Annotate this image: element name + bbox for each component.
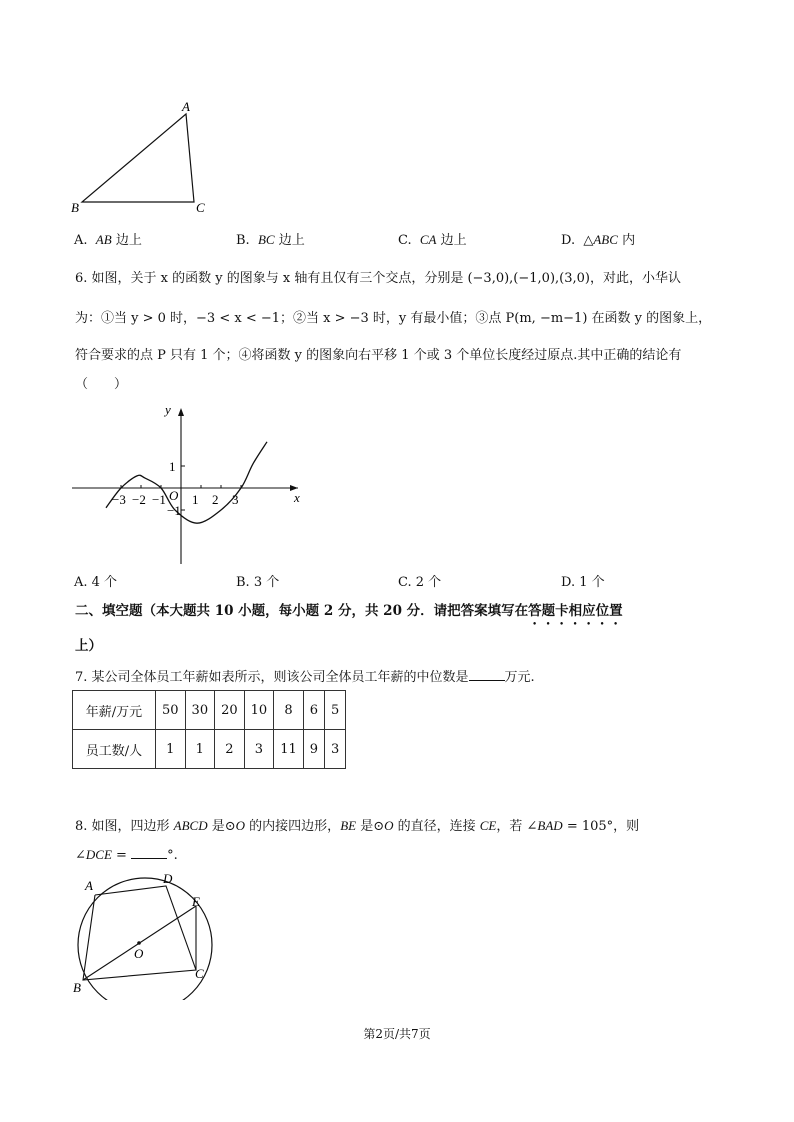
table-cell: 3: [325, 730, 346, 769]
label-o: O: [134, 946, 144, 961]
label-c: C: [195, 966, 204, 981]
q5-option-b: B. BC 边上: [236, 232, 305, 248]
table-cell: 11: [274, 730, 304, 769]
q6-line-3: 符合要求的点 P 只有 1 个；④将函数 y 的图象向右平移 1 个或 3 个单位长度经过原点.其中正确的结论有: [75, 348, 682, 363]
q5-option-d: D. △ABC 内: [561, 232, 636, 248]
table-header-salary: 年薪/万元: [73, 691, 156, 730]
label-a: A: [85, 878, 93, 893]
q6-line-4: （ ）: [75, 377, 128, 392]
label-d: D: [163, 871, 173, 886]
table-cell: 9: [303, 730, 324, 769]
x-tick-label: 3: [232, 492, 239, 507]
function-graph: [66, 398, 316, 568]
circle-figure: [66, 868, 226, 1000]
origin-label: O: [169, 488, 179, 503]
table-cell: 10: [244, 691, 274, 730]
x-tick-label: −1: [152, 492, 166, 507]
table-cell: 6: [303, 691, 324, 730]
table-cell: 1: [156, 730, 186, 769]
table-cell: 3: [244, 730, 274, 769]
q8-answer-blank: [131, 846, 167, 859]
segment-de: [166, 886, 186, 928]
table-cell: 8: [274, 691, 304, 730]
quadrilateral-abcd: [83, 886, 196, 980]
section-2-title-line-2: 上）: [75, 638, 102, 654]
section-2-dotted-text: 答题卡相应位置: [528, 603, 623, 619]
q7-answer-blank: [469, 668, 505, 681]
section-2-title: 二、填空题（本大题共 10 小题，每小题 2 分，共 20 分．请把答案填写在答题卡相应位置: [75, 603, 623, 619]
table-row-count: [73, 730, 346, 769]
q6-line-2: 为：①当 y > 0 时，−3 < x < −1；②当 x > −3 时，y 有最小值；③点 P(m, −m−1) 在函数 y 的图象上，: [75, 311, 712, 326]
q8-line-1: 8. 如图，四边形 ABCD 是⊙O 的内接四边形，BE 是⊙O 的直径，连接 CE，若 ∠BAD = 105°，则: [75, 818, 640, 834]
vertex-label-a: A: [182, 99, 190, 114]
q8-line-2: ∠DCE = °.: [75, 847, 178, 863]
center-point: [137, 941, 141, 945]
q6-option-a: A. 4 个: [74, 575, 118, 590]
x-tick-label: 1: [192, 492, 199, 507]
x-tick-label: −3: [112, 492, 126, 507]
graph-labels: [112, 402, 300, 518]
triangle-abc-figure: [66, 98, 216, 218]
table-header-count: 员工数/人: [73, 730, 156, 769]
salary-table: [72, 690, 346, 769]
q5-option-c: C. CA 边上: [398, 232, 467, 248]
table-row-salary: [73, 691, 346, 730]
table-cell: 50: [156, 691, 186, 730]
table-cell: 5: [325, 691, 346, 730]
table-cell: 30: [185, 691, 215, 730]
x-axis-label: x: [294, 490, 300, 505]
table-cell: 1: [185, 730, 215, 769]
table-cell: 2: [215, 730, 245, 769]
graph-axes: [72, 408, 298, 564]
label-e: E: [192, 894, 200, 909]
q6-option-b: B. 3 个: [236, 575, 280, 590]
triangle-abc: [82, 114, 194, 202]
y-tick-label: 1: [169, 459, 176, 474]
q5-option-a: A. AB 边上: [74, 232, 142, 248]
x-tick-label: −2: [132, 492, 146, 507]
y-axis-arrow: [178, 408, 184, 416]
function-curve: [106, 442, 267, 523]
y-axis-label: y: [165, 402, 171, 417]
page-footer: 第2页/共7页: [363, 1027, 431, 1041]
vertex-label-b: B: [71, 200, 79, 215]
x-tick-label: 2: [212, 492, 219, 507]
label-b: B: [73, 980, 81, 995]
vertex-label-c: C: [196, 200, 205, 215]
q7-question: 7. 某公司全体员工年薪如表所示，则该公司全体员工年薪的中位数是 万元.: [75, 670, 535, 685]
q6-option-d: D. 1 个: [561, 575, 605, 590]
q6-line-1: 6. 如图，关于 x 的函数 y 的图象与 x 轴有且仅有三个交点，分别是 (−3,0),(−1,0),(3,0)，对此，小华认: [75, 271, 681, 286]
q6-option-c: C. 2 个: [398, 575, 442, 590]
y-tick-label: −1: [167, 503, 181, 518]
table-cell: 20: [215, 691, 245, 730]
